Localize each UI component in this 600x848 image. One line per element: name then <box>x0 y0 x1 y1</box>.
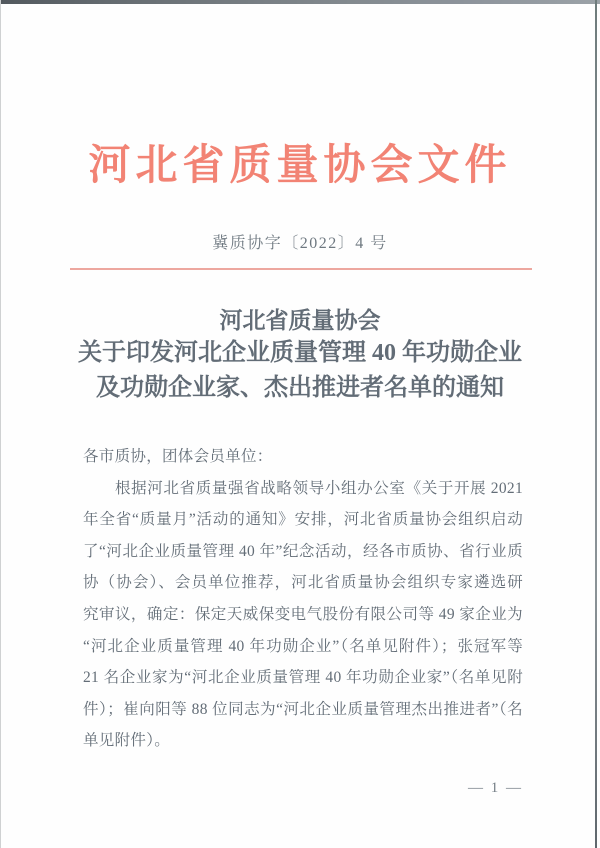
body-text-line: “河北企业质量管理 40 年功勋企业”（名单见附件）；张冠军等 <box>83 637 523 655</box>
scan-edge-right <box>595 0 597 848</box>
body-text-line: 单见附件）。 <box>83 732 171 750</box>
body-text-line: 件）；崔向阳等 88 位同志为“河北企业质量管理杰出推进者”（名 <box>83 700 523 718</box>
scan-edge-left <box>0 0 1 848</box>
title-line-subject-1: 关于印发河北企业质量管理 40 年功勋企业 <box>78 340 522 366</box>
page-number: — 1 — <box>468 780 523 796</box>
salutation-line: 各市质协，团体会员单位： <box>83 448 273 465</box>
body-text-line: 了“河北企业质量管理 40 年”纪念活动，经各市质协、省行业质 <box>83 542 523 560</box>
body-text-line: 年全省“质量月”活动的通知》安排，河北省质量协会组织启动 <box>83 511 523 529</box>
red-divider-line <box>70 268 532 270</box>
body-text-line: 协（协会）、会员单位推荐，河北省质量协会组织专家遴选研 <box>83 574 523 592</box>
document-reference-number: 冀质协字〔2022〕4 号 <box>212 235 388 252</box>
body-text-line: 21 名企业家为“河北企业质量管理 40 年功勋企业家”（名单见附 <box>83 669 523 687</box>
body-text-line: 究审议，确定：保定天威保变电气股份有限公司等 49 家企业为 <box>83 605 523 623</box>
scan-edge-top <box>0 0 600 4</box>
document-body <box>83 441 523 757</box>
document-title <box>0 306 600 406</box>
letterhead-title: 河北省质量协会文件 <box>88 143 512 189</box>
title-line-issuer: 河北省质量协会 <box>219 308 381 333</box>
title-line-subject-2: 及功勋企业家、杰出推进者名单的通知 <box>96 375 504 401</box>
body-text-line: 根据河北省质量强省战略领导小组办公室《关于开展 2021 <box>115 479 523 497</box>
